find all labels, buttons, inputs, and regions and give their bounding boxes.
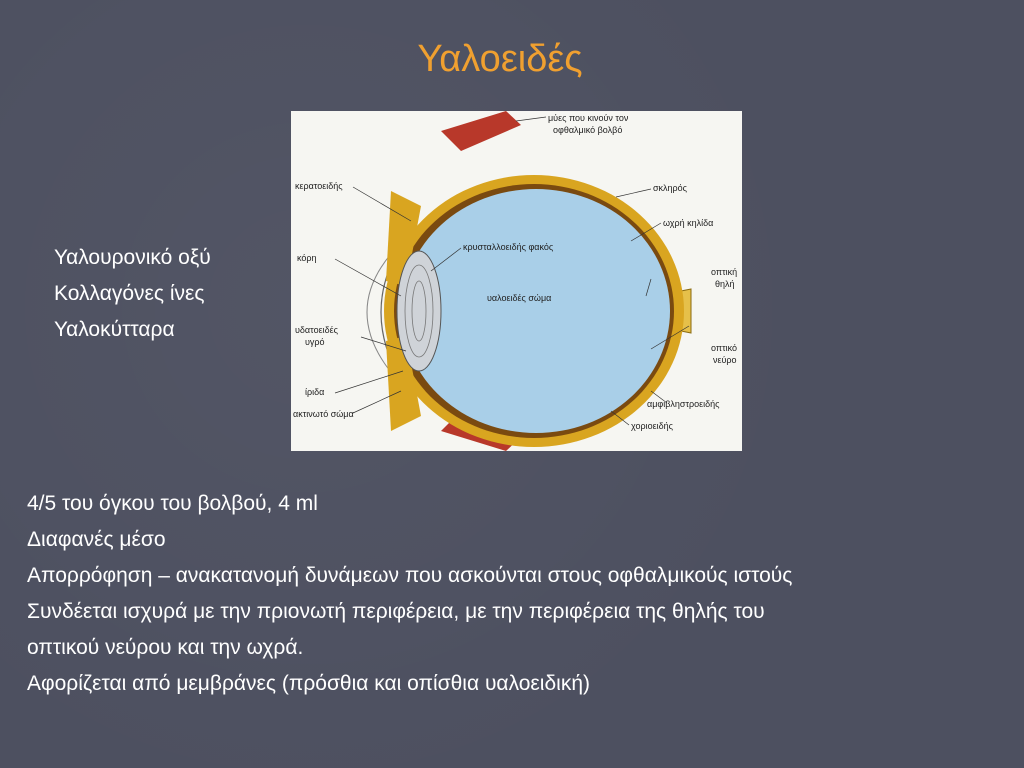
list-item: Υαλοκύτταρα: [54, 318, 175, 341]
list-item: Απορρόφηση – ανακατανομή δυνάμεων που ασκούνται στους οφθαλμικούς ιστούς: [27, 564, 793, 587]
label-macula: ωχρή κηλίδα: [663, 218, 714, 228]
eye-diagram: [291, 111, 742, 451]
label-ciliary: ακτινωτό σώμα: [293, 409, 354, 419]
eye-cross-section-image: [291, 111, 742, 451]
label-pupil: κόρη: [297, 253, 317, 263]
slide-title: Υαλοειδές: [417, 38, 583, 80]
list-item: 4/5 του όγκου του βολβού, 4 ml: [27, 492, 318, 515]
list-item: Υαλουρονικό οξύ: [54, 246, 211, 269]
label-cornea: κερατοειδής: [295, 181, 343, 191]
label-muscles-1: μύες που κινούν τον: [548, 113, 629, 123]
label-iris: ίριδα: [305, 387, 325, 397]
list-item: Αφορίζεται από μεμβράνες (πρόσθια και οπίσθια υαλοειδική): [27, 672, 590, 695]
properties-list: [27, 486, 1007, 702]
list-item: Διαφανές μέσο: [27, 528, 166, 551]
label-lens: κρυσταλλοειδής φακός: [463, 242, 554, 252]
vitreous-shape: [402, 189, 670, 433]
label-optic-disc-1: οπτική: [711, 267, 738, 277]
label-choroid: χοριοειδής: [631, 421, 673, 431]
label-muscles-2: οφθαλμικό βολβό: [553, 125, 623, 135]
lens-shape: [397, 251, 441, 371]
list-item: οπτικού νεύρου και την ωχρά.: [27, 636, 304, 659]
list-item: Κολλαγόνες ίνες: [54, 282, 205, 305]
label-sclera: σκληρός: [653, 183, 688, 193]
label-aqueous-1: υδατοειδές: [295, 325, 338, 335]
label-optic-disc-2: θηλή: [715, 279, 735, 289]
composition-list: [54, 240, 211, 348]
label-vitreous: υαλοειδές σώμα: [487, 293, 552, 303]
label-retina: αμφιβληστροειδής: [647, 399, 720, 409]
eye-muscle-top: [441, 111, 521, 151]
list-item: Συνδέεται ισχυρά με την πριονωτή περιφέρεια, με την περιφέρεια της θηλής του: [27, 600, 765, 623]
label-aqueous-2: υγρό: [305, 337, 325, 347]
label-optic-nerve-1: οπτικό: [711, 343, 738, 353]
label-optic-nerve-2: νεύρο: [713, 355, 737, 365]
